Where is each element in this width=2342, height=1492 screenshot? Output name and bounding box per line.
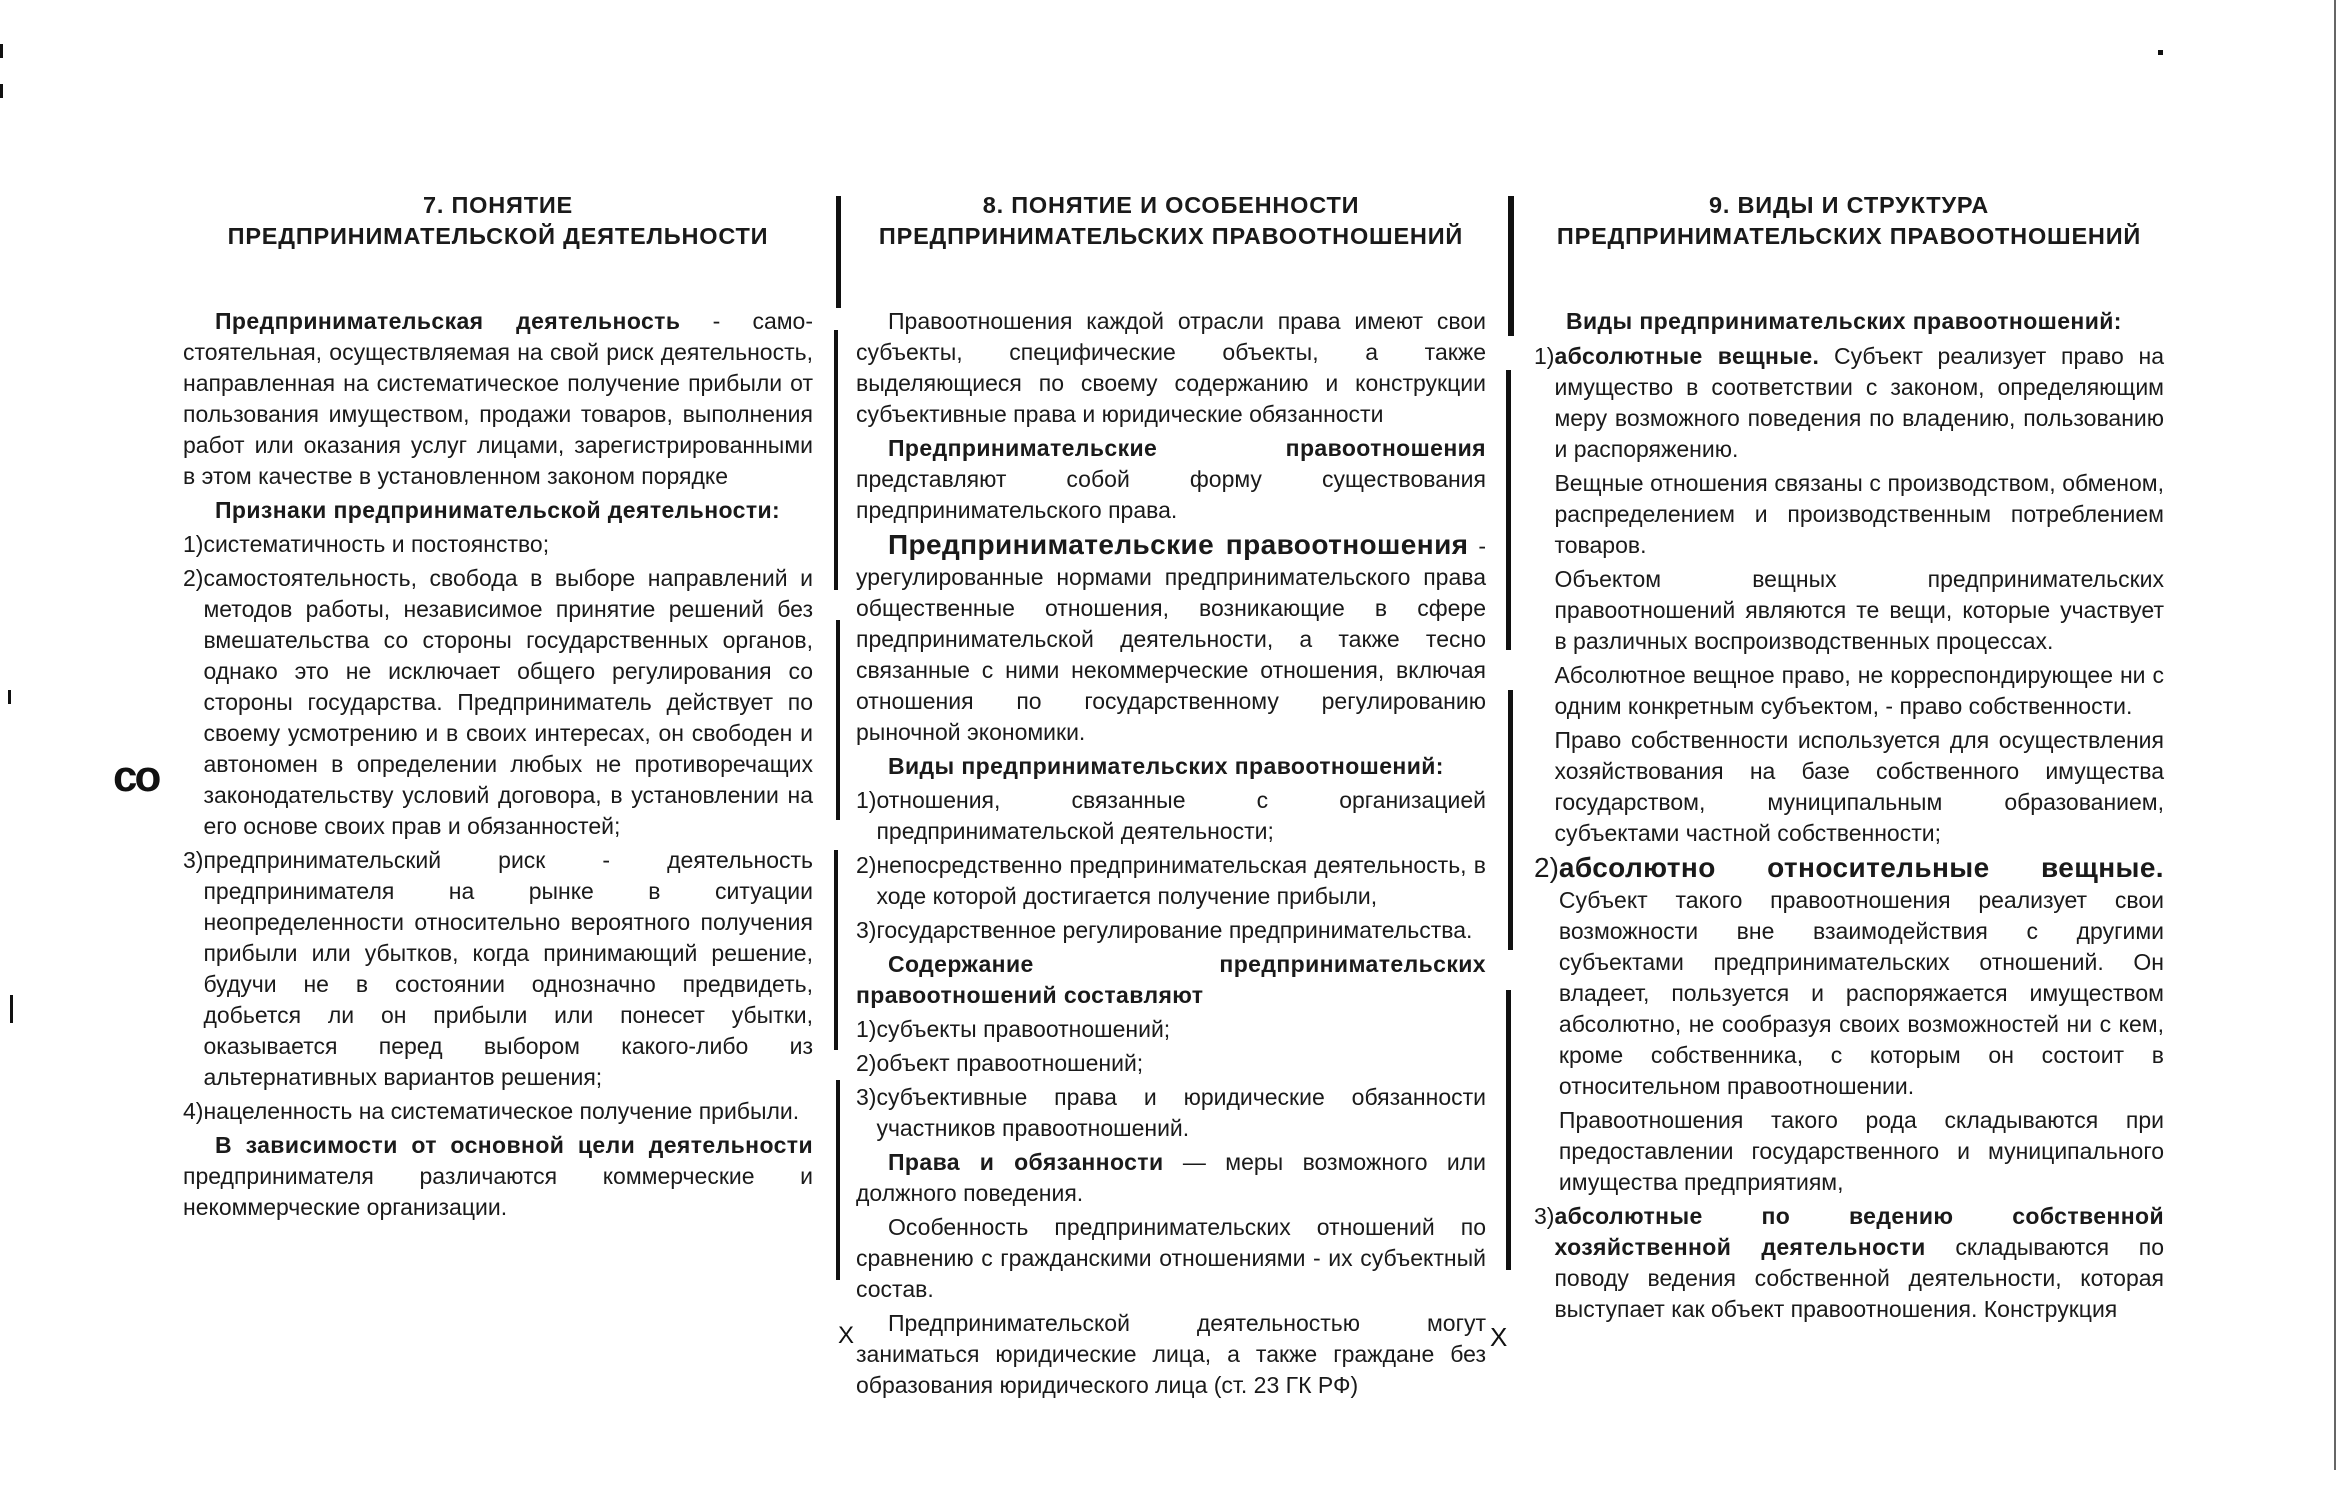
section-7-title: 7. ПОНЯТИЕ ПРЕДПРИНИМАТЕЛЬСКОЙ ДЕЯТЕЛЬНОСТИ: [227, 192, 769, 249]
column-divider: [1506, 990, 1511, 1270]
scan-mark-x: X: [838, 1322, 855, 1349]
list-item: 1) систематичность и постоянство;: [183, 531, 550, 557]
scan-mark: [0, 44, 3, 58]
section-9-title: 9. ВИДЫ И СТРУКТУРА ПРЕДПРИНИМАТЕЛЬСКИХ ПРАВООТНОШЕНИЙ: [1556, 192, 2142, 249]
list-item: 4) нацеленность на систематическое получение прибыли.: [183, 1098, 800, 1124]
signs-heading: Признаки предпринимательской деятельности:: [215, 497, 781, 523]
column-divider: [836, 196, 841, 308]
list-item: 1) отношения, связанные с организацией предпринимательской деятельности;: [856, 787, 1486, 844]
list-item: 2) самостоятельность, свобода в выборе направлений и методов работы, независимое принятие решений без вмешательства со стороны государственных органов, однако это не исключает общего регулирования со стороны государства. Предприниматель действует по своему усмотрению и в своих интересах, он свободен и автономен в определении любых не противоречащих законодательству условий договора, в установлении на его основе своих прав и обязанностей;: [183, 565, 813, 839]
list-item: 2) абсолютно относительные вещные. Субъект такого правоотношения реализует свои возможности вне взаимодействия с другими субъектами предпринимательских отношений. Он владеет, пользуется и распоряжается имуществом абсолютно, не сообразуя своих возможностей ни с кем, кроме собственника, с которым он состоит в относительном правоотношении. Правоотношения такого рода складываются при предоставлении государственного и муниципального имущества предприятиям,: [1534, 852, 2164, 1195]
page-marker: со: [113, 752, 159, 801]
section-8: [856, 190, 1486, 1404]
list-item: 2) непосредственно предпринимательская деятельность, в ходе которой достигается получение прибыли,: [856, 852, 1486, 909]
column-divider: [1506, 370, 1511, 650]
list-item: 1) субъекты правоотношений;: [856, 1016, 1171, 1042]
column-divider: [1508, 196, 1514, 336]
list-item: 3) государственное регулирование предпринимательства.: [856, 917, 1473, 943]
list-item: 3) предпринимательский риск - деятельность предпринимателя на рынке в ситуации неопределенности относительно вероятного получения прибыли или убытков, когда принимающий решение, будучи не в состоянии однозначно предвидеть, добьется ли он прибыли или понесет убытки, оказывается перед выбором какого-либо из альтернативных вариантов решения;: [183, 847, 813, 1090]
scan-mark: [10, 995, 13, 1023]
content-heading: Содержание предпринимательских правоотношений составляют: [856, 951, 1486, 1008]
scan-mark: [0, 84, 3, 98]
paragraph: Правоотношения каждой отрасли права имеют свои субъекты, специфические объекты, а также выделяющиеся по своему содержанию и конструкции субъективные права и юридические обязанности: [856, 308, 1486, 427]
list-item: 1) абсолютные вещные. Субъект реализует право на имущество в соответствии с законом, определяющим меру возможного поведения по владению, пользованию и распоряжению. Вещные отношения связаны с производством, обменом, распределением и производственным потреблением товаров. Объектом вещных предпринимательских правоотношений являются те вещи, которые участвует в различных воспроизводственных процессах. Абсолютное вещное право, не корреспондирующее ни с одним конкретным субъектом, - право собственности. Право собственности используется для осуществления хозяйствования на базе собственного имущества государством, муниципальным образованием, субъектами частной собственности;: [1534, 343, 2164, 846]
definition: Предпринимательская деятельность - само-стоятельная, осуществляемая на свой риск деятельность, направленная на систематическое получение прибыли от пользования имуществом, продажи товаров, выполнения работ или оказания услуг лицами, зарегистрированными в этом качестве в установленном законом порядке: [183, 308, 814, 489]
list-item: 2) объект правоотношений;: [856, 1050, 1144, 1076]
list-item: 3) абсолютные по ведению собственной хозяйственной деятельности складываются по поводу ведения собственной деятельности, которая выступает как объект правоотношения. Конструкция: [1534, 1203, 2164, 1322]
section-7: [183, 190, 813, 1226]
kinds-heading: Виды предпринимательских правоотношений:: [888, 753, 1444, 779]
column-divider: [836, 620, 840, 820]
paragraph: Особенность предпринимательских отношений по сравнению с гражданскими отношениями - их субъектный состав.: [856, 1214, 1486, 1302]
paragraph: Предпринимательские правоотношения представляют собой форму существования предпринимательского права.: [856, 435, 1486, 523]
section-9: [1534, 190, 2164, 1328]
scan-mark: [8, 690, 11, 704]
column-divider: [1508, 690, 1513, 950]
definition: Предпринимательские правоотношения - урегулированные нормами предпринимательского права общественные отношения, возникающие в сфере предпринимательской деятельности, а также тесно связанные с ними некоммерческие отношения, включая отношения по государственному регулированию рыночной экономики.: [856, 529, 1486, 745]
kinds-heading: Виды предпринимательских правоотношений:: [1566, 308, 2122, 334]
column-divider: [836, 1080, 840, 1280]
list-item: 3) субъективные права и юридические обязанности участников правоотношений.: [856, 1084, 1486, 1141]
column-divider: [834, 850, 838, 1050]
scan-mark: [2334, 0, 2336, 1470]
goal-paragraph: В зависимости от основной цели деятельности предпринимателя различаются коммерческие и некоммерческие организации.: [183, 1132, 813, 1220]
section-8-title: 8. ПОНЯТИЕ И ОСОБЕННОСТИ ПРЕДПРИНИМАТЕЛЬСКИХ ПРАВООТНОШЕНИЙ: [878, 192, 1464, 249]
scan-mark: [2158, 50, 2163, 55]
column-divider: [834, 330, 838, 590]
paragraph: Права и обязанности — меры возможного или должного поведения.: [856, 1149, 1486, 1206]
paragraph: Предпринимательской деятельностью могут заниматься юридические лица, а также граждане без образования юридического лица (ст. 23 ГК РФ): [856, 1310, 1486, 1398]
scan-mark-x: X: [1490, 1322, 1508, 1352]
